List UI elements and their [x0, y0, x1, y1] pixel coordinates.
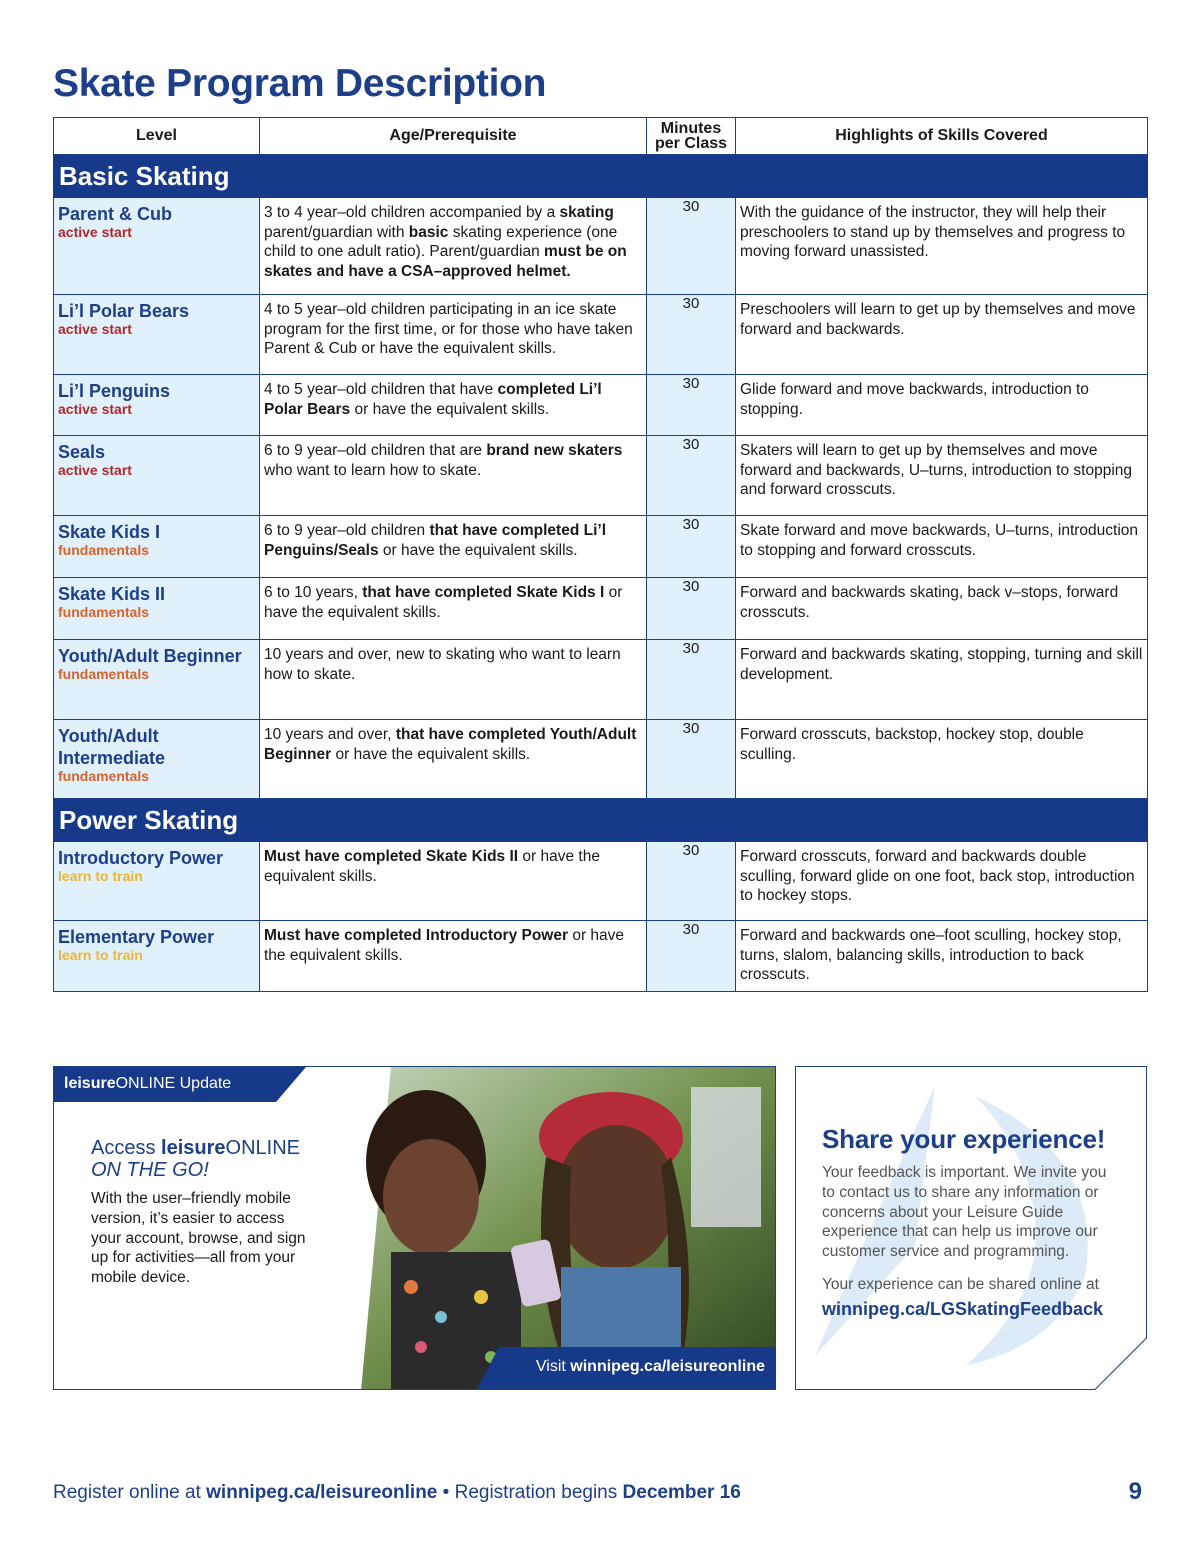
age-prerequisite-cell: Must have completed Skate Kids II or have the equivalent skills.	[260, 842, 647, 921]
table-row	[54, 198, 1148, 295]
level-cell	[54, 295, 260, 375]
table-row	[54, 578, 1148, 640]
level-cell	[54, 578, 260, 640]
level-name: Youth/Adult Beginner	[58, 646, 242, 666]
age-prerequisite-cell: 6 to 9 year–old children that have completed Li’l Penguins/Seals or have the equivalent skills.	[260, 516, 647, 578]
level-name: Li’l Polar Bears	[58, 301, 190, 321]
share-text	[822, 1124, 1122, 1320]
share-body2: Your experience can be shared online at	[822, 1275, 1099, 1293]
page-number: 9	[1128, 1478, 1142, 1505]
level-cell	[54, 720, 260, 799]
share-body: Your feedback is important. We invite you to contact us to share any information or concerns about your Leisure Guide experience that can help us improve our customer service and programming.	[822, 1164, 1107, 1261]
highlights-cell: Forward and backwards one–foot sculling, hockey stop, turns, slalom, balancing skills, introduction to back crosscuts.	[736, 921, 1148, 992]
highlights-cell: Forward crosscuts, forward and backwards double sculling, forward glide on one foot, back stop, introduction to hockey stops.	[736, 842, 1148, 921]
minutes-cell: 30	[647, 516, 736, 578]
header-minutes-line1: Minutes	[660, 120, 722, 137]
highlights-cell: Skaters will learn to get up by themselves and move forward and backwards, U–turns, introduction to stopping and forward crosscuts.	[736, 436, 1148, 516]
footer-date: December 16	[622, 1482, 741, 1503]
level-name: Seals	[58, 442, 106, 462]
highlights-cell: Glide forward and move backwards, introduction to stopping.	[736, 375, 1148, 436]
footer-link[interactable]: winnipeg.ca/leisureonline	[206, 1482, 438, 1503]
mobile-users-photo	[331, 1067, 776, 1390]
header-highlights: Highlights of Skills Covered	[736, 118, 1148, 155]
level-tag: active start	[58, 462, 132, 478]
level-name: Parent & Cub	[58, 204, 173, 224]
minutes-cell: 30	[647, 295, 736, 375]
footer-prefix: Register online at	[53, 1482, 207, 1503]
promo-heading-prefix: Access	[91, 1137, 162, 1159]
level-cell	[54, 375, 260, 436]
table-row	[54, 842, 1148, 921]
promo-heading	[91, 1137, 311, 1159]
level-tag: fundamentals	[58, 666, 150, 682]
share-experience-card	[795, 1066, 1147, 1390]
level-tag: fundamentals	[58, 768, 150, 784]
level-tag: learn to train	[58, 868, 143, 884]
section-row	[54, 799, 1148, 842]
promo-visit-prefix: Visit	[535, 1358, 571, 1375]
level-name: Elementary Power	[58, 927, 215, 947]
promo-tab	[54, 1067, 276, 1102]
section-title: Basic Skating	[54, 155, 1148, 198]
level-tag: active start	[58, 224, 132, 240]
level-cell	[54, 198, 260, 295]
table-header-row	[54, 118, 1148, 155]
highlights-cell: With the guidance of the instructor, they will help their preschoolers to stand up by themselves and progress to moving forward unassisted.	[736, 198, 1148, 295]
age-prerequisite-cell: 4 to 5 year–old children that have completed Li’l Polar Bears or have the equivalent skills.	[260, 375, 647, 436]
minutes-cell: 30	[647, 375, 736, 436]
level-tag: learn to train	[58, 947, 143, 963]
page-title: Skate Program Description	[53, 62, 547, 105]
age-prerequisite-cell: 6 to 10 years, that have completed Skate Kids I or have the equivalent skills.	[260, 578, 647, 640]
promo-heading-bold: leisure	[161, 1137, 226, 1159]
header-minutes-line2: per Class	[654, 135, 728, 152]
promo-tab-rest: ONLINE Update	[115, 1075, 232, 1092]
age-prerequisite-cell: 3 to 4 year–old children accompanied by a skating parent/guardian with basic skating experience (one child to one adult ratio). Parent/guardian must be on skates and have a CSA–approved helmet.	[260, 198, 647, 295]
section-title: Power Skating	[54, 799, 1148, 842]
header-minutes	[647, 118, 736, 155]
minutes-cell: 30	[647, 842, 736, 921]
highlights-cell: Forward and backwards skating, stopping, turning and skill development.	[736, 640, 1148, 720]
section-row	[54, 155, 1148, 198]
table-row	[54, 295, 1148, 375]
header-age: Age/Prerequisite	[260, 118, 647, 155]
level-tag: fundamentals	[58, 604, 150, 620]
promo-heading-rest: ONLINE	[225, 1137, 300, 1159]
minutes-cell: 30	[647, 198, 736, 295]
promo-body: With the user–friendly mobile version, it’s easier to access your account, browse, and sign up for activities—all from your mobile device.	[91, 1190, 306, 1287]
level-name: Youth/Adult Intermediate	[58, 726, 166, 768]
level-name: Introductory Power	[58, 848, 224, 868]
promo-visit-link[interactable]	[499, 1347, 775, 1389]
minutes-cell: 30	[647, 436, 736, 516]
level-cell	[54, 640, 260, 720]
table-row	[54, 640, 1148, 720]
highlights-cell: Forward crosscuts, backstop, hockey stop, double sculling.	[736, 720, 1148, 799]
table-row	[54, 720, 1148, 799]
highlights-cell: Skate forward and move backwards, U–turns, introduction to stopping and forward crosscuts.	[736, 516, 1148, 578]
share-feedback-link[interactable]: winnipeg.ca/LGSkatingFeedback	[822, 1298, 1104, 1319]
level-name: Li’l Penguins	[58, 381, 171, 401]
skate-program-table	[53, 117, 1148, 992]
level-cell	[54, 516, 260, 578]
footer-bullet: • Registration begins	[437, 1482, 623, 1503]
level-tag: active start	[58, 401, 132, 417]
leisureonline-promo	[53, 1066, 776, 1390]
promo-tab-bold: leisure	[64, 1075, 116, 1092]
table-row	[54, 516, 1148, 578]
minutes-cell: 30	[647, 640, 736, 720]
age-prerequisite-cell: Must have completed Introductory Power or have the equivalent skills.	[260, 921, 647, 992]
level-cell	[54, 436, 260, 516]
highlights-cell: Forward and backwards skating, back v–stops, forward crosscuts.	[736, 578, 1148, 640]
promo-visit-url[interactable]: winnipeg.ca/leisureonline	[570, 1358, 765, 1375]
level-cell	[54, 921, 260, 992]
minutes-cell: 30	[647, 578, 736, 640]
promo-text	[91, 1137, 311, 1288]
level-tag: active start	[58, 321, 132, 337]
promo-heading-line2: ON THE GO!	[91, 1159, 209, 1181]
minutes-cell: 30	[647, 720, 736, 799]
age-prerequisite-cell: 6 to 9 year–old children that are brand new skaters who want to learn how to skate.	[260, 436, 647, 516]
age-prerequisite-cell: 10 years and over, new to skating who want to learn how to skate.	[260, 640, 647, 720]
age-prerequisite-cell: 4 to 5 year–old children participating in an ice skate program for the first time, or for those who have taken Parent & Cub or have the equivalent skills.	[260, 295, 647, 375]
table-row	[54, 375, 1148, 436]
level-name: Skate Kids I	[58, 522, 161, 542]
table-row	[54, 921, 1148, 992]
minutes-cell: 30	[647, 921, 736, 992]
highlights-cell: Preschoolers will learn to get up by themselves and move forward and backwards.	[736, 295, 1148, 375]
level-cell	[54, 842, 260, 921]
table-row	[54, 436, 1148, 516]
level-name: Skate Kids II	[58, 584, 166, 604]
age-prerequisite-cell: 10 years and over, that have completed Youth/Adult Beginner or have the equivalent skills.	[260, 720, 647, 799]
footer-registration	[53, 1482, 741, 1504]
header-level: Level	[54, 118, 260, 155]
share-title: Share your experience!	[822, 1124, 1106, 1154]
level-tag: fundamentals	[58, 542, 150, 558]
